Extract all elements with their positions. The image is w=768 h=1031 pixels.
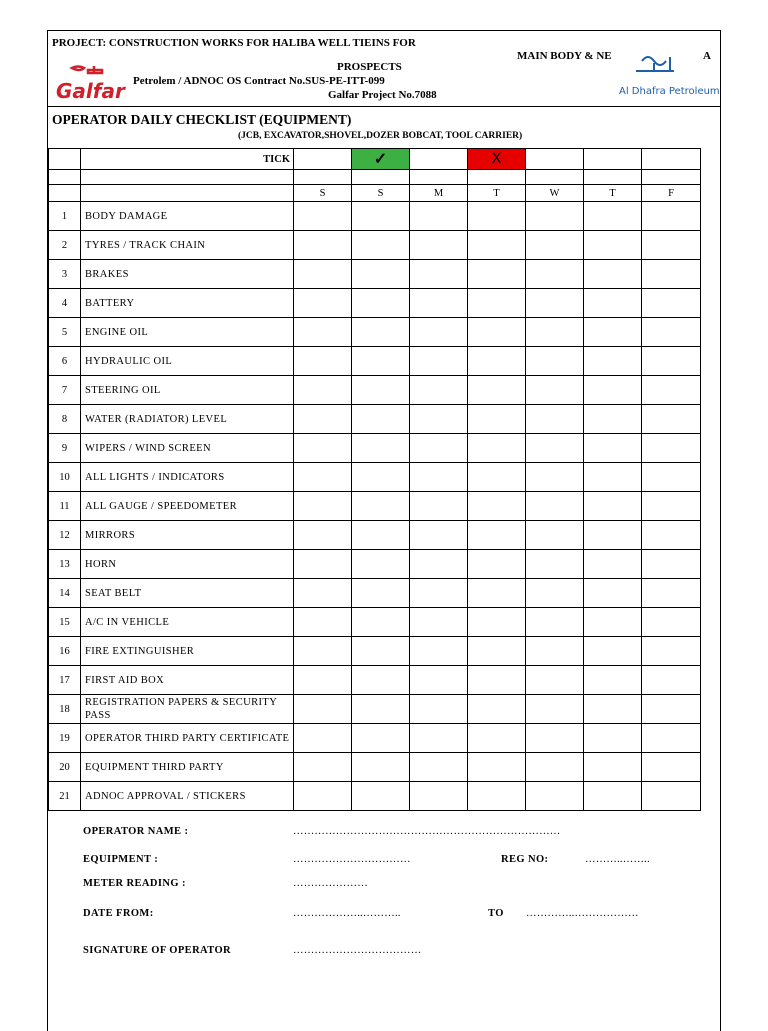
blank-cell [49, 170, 81, 185]
check-cell[interactable] [294, 405, 352, 434]
date-from-label: DATE FROM: [83, 908, 154, 919]
check-cell[interactable] [468, 463, 526, 492]
blank-cell [410, 149, 468, 170]
tick-legend-cell [352, 149, 410, 170]
check-cell[interactable] [526, 231, 584, 260]
galfar-logo [54, 64, 124, 104]
check-cell[interactable] [352, 492, 410, 521]
check-cell[interactable] [468, 405, 526, 434]
check-cell[interactable] [410, 666, 468, 695]
meter-reading-field[interactable]: ………………… [293, 878, 368, 889]
check-cell[interactable] [526, 608, 584, 637]
check-cell[interactable] [526, 753, 584, 782]
day-header-saturday: S [352, 185, 410, 202]
check-cell[interactable] [584, 521, 642, 550]
blank-cell [81, 185, 294, 202]
checklist-sheet [47, 30, 721, 1031]
operator-name-label: OPERATOR NAME : [83, 826, 189, 837]
checklist-title: OPERATOR DAILY CHECKLIST (EQUIPMENT) [52, 112, 352, 127]
main-body-text: MAIN BODY & NE [517, 50, 612, 62]
check-cell[interactable] [294, 608, 352, 637]
al-dhafra-logo [614, 51, 720, 99]
check-cell[interactable] [410, 521, 468, 550]
check-cell[interactable] [352, 405, 410, 434]
check-cell[interactable] [468, 521, 526, 550]
checklist-row [49, 666, 701, 695]
project-line: PROJECT: CONSTRUCTION WORKS FOR HALIBA WELL TIEINS FOR [52, 37, 416, 49]
check-cell[interactable] [410, 724, 468, 753]
check-cell[interactable] [642, 753, 701, 782]
checklist-row [49, 695, 701, 724]
check-cell[interactable] [468, 434, 526, 463]
item-number: 14 [49, 579, 81, 608]
item-label: ENGINE OIL [81, 318, 294, 347]
checklist-row [49, 550, 701, 579]
check-cell[interactable] [294, 260, 352, 289]
checklist-row [49, 376, 701, 405]
checklist-row [49, 724, 701, 753]
check-cell[interactable] [352, 231, 410, 260]
check-cell[interactable] [584, 260, 642, 289]
check-cell[interactable] [410, 608, 468, 637]
check-cell[interactable] [526, 289, 584, 318]
al-dhafra-logo-text: Al Dhafra Petroleum [619, 86, 720, 97]
day-header-friday: F [642, 185, 701, 202]
check-cell[interactable] [294, 434, 352, 463]
check-cell[interactable] [526, 782, 584, 811]
check-cell[interactable] [410, 318, 468, 347]
blank-cell [584, 170, 642, 185]
reg-no-label: REG NO: [501, 854, 549, 865]
check-cell[interactable] [410, 231, 468, 260]
reg-no-field[interactable]: ………..…….. [585, 854, 650, 865]
blank-cell [294, 149, 352, 170]
check-cell[interactable] [294, 695, 352, 724]
check-cell[interactable] [410, 405, 468, 434]
check-cell[interactable] [526, 579, 584, 608]
prospects-text: PROSPECTS [337, 61, 402, 73]
check-cell[interactable] [526, 202, 584, 231]
checklist-row [49, 521, 701, 550]
checklist-row [49, 608, 701, 637]
check-cell[interactable] [468, 202, 526, 231]
check-cell[interactable] [294, 318, 352, 347]
day-header-tuesday: T [468, 185, 526, 202]
signature-field[interactable]: ……………………………… [293, 945, 422, 956]
check-cell[interactable] [294, 289, 352, 318]
check-cell[interactable] [468, 231, 526, 260]
operator-name-field[interactable]: ………………………………………………………………… [293, 826, 561, 837]
item-label: EQUIPMENT THIRD PARTY [81, 753, 294, 782]
blank-cell [642, 170, 701, 185]
check-cell[interactable] [352, 666, 410, 695]
blank-cell [49, 185, 81, 202]
item-label: A/C IN VEHICLE [81, 608, 294, 637]
checklist-row [49, 318, 701, 347]
item-number: 16 [49, 637, 81, 666]
item-number: 20 [49, 753, 81, 782]
check-cell[interactable] [410, 637, 468, 666]
item-label: OPERATOR THIRD PARTY CERTIFICATE [81, 724, 294, 753]
checklist-row [49, 579, 701, 608]
check-cell[interactable] [584, 289, 642, 318]
item-number: 12 [49, 521, 81, 550]
blank-cell [49, 149, 81, 170]
checklist-row [49, 492, 701, 521]
item-label: FIRST AID BOX [81, 666, 294, 695]
check-cell[interactable] [642, 463, 701, 492]
check-cell[interactable] [294, 753, 352, 782]
check-cell[interactable] [584, 782, 642, 811]
check-cell[interactable] [352, 347, 410, 376]
check-cell[interactable] [294, 637, 352, 666]
check-cell[interactable] [642, 695, 701, 724]
item-number: 4 [49, 289, 81, 318]
check-cell[interactable] [584, 579, 642, 608]
check-cell[interactable] [410, 260, 468, 289]
checklist-row [49, 463, 701, 492]
check-cell[interactable] [410, 463, 468, 492]
check-cell[interactable] [584, 550, 642, 579]
check-cell[interactable] [410, 492, 468, 521]
check-cell[interactable] [352, 318, 410, 347]
signature-label: SIGNATURE OF OPERATOR [83, 945, 232, 956]
check-cell[interactable] [410, 347, 468, 376]
day-header-sunday: S [294, 185, 352, 202]
check-cell[interactable] [526, 637, 584, 666]
check-cell[interactable] [642, 637, 701, 666]
item-label: SEAT BELT [81, 579, 294, 608]
check-cell[interactable] [294, 782, 352, 811]
check-cell[interactable] [468, 753, 526, 782]
check-cell[interactable] [352, 202, 410, 231]
blank-cell [526, 170, 584, 185]
check-cell[interactable] [468, 260, 526, 289]
check-cell[interactable] [584, 376, 642, 405]
checklist-row [49, 289, 701, 318]
check-cell[interactable] [584, 753, 642, 782]
check-cell[interactable] [468, 376, 526, 405]
check-cell[interactable] [352, 550, 410, 579]
check-cell[interactable] [526, 666, 584, 695]
check-cell[interactable] [468, 637, 526, 666]
item-number: 2 [49, 231, 81, 260]
check-cell[interactable] [352, 521, 410, 550]
check-cell[interactable] [410, 782, 468, 811]
check-cell[interactable] [468, 550, 526, 579]
checklist-row [49, 260, 701, 289]
blank-cell [642, 149, 701, 170]
check-cell[interactable] [642, 202, 701, 231]
check-cell[interactable] [642, 782, 701, 811]
check-cell[interactable] [410, 753, 468, 782]
check-cell[interactable] [584, 608, 642, 637]
check-cell[interactable] [352, 608, 410, 637]
check-cell[interactable] [526, 492, 584, 521]
item-number: 15 [49, 608, 81, 637]
item-number: 5 [49, 318, 81, 347]
check-cell[interactable] [352, 260, 410, 289]
item-label: TYRES / TRACK CHAIN [81, 231, 294, 260]
check-cell[interactable] [642, 405, 701, 434]
check-cell[interactable] [294, 202, 352, 231]
tick-label: TICK [81, 149, 294, 170]
item-label: BATTERY [81, 289, 294, 318]
check-cell[interactable] [584, 318, 642, 347]
check-cell[interactable] [584, 405, 642, 434]
check-cell[interactable] [410, 579, 468, 608]
contract-text: Petrolem / ADNOC OS Contract No.SUS-PE-ITT-099 [133, 75, 385, 87]
equipment-label: EQUIPMENT : [83, 854, 159, 865]
check-cell[interactable] [584, 637, 642, 666]
checklist-row [49, 782, 701, 811]
item-label: FIRE EXTINGUISHER [81, 637, 294, 666]
blank-cell [468, 170, 526, 185]
date-to-label: TO [488, 908, 504, 919]
equipment-types-subtitle: (JCB, EXCAVATOR,SHOVEL,DOZER BOBCAT, TOOL CARRIER) [238, 131, 523, 141]
check-cell[interactable] [352, 434, 410, 463]
blank-cell [410, 170, 468, 185]
item-number: 13 [49, 550, 81, 579]
check-cell[interactable] [584, 347, 642, 376]
item-number: 11 [49, 492, 81, 521]
check-cell[interactable] [352, 724, 410, 753]
item-number: 6 [49, 347, 81, 376]
check-cell[interactable] [584, 492, 642, 521]
item-label: WIPERS / WIND SCREEN [81, 434, 294, 463]
item-number: 19 [49, 724, 81, 753]
check-cell[interactable] [410, 376, 468, 405]
check-cell[interactable] [352, 753, 410, 782]
check-cell[interactable] [526, 724, 584, 753]
check-cell[interactable] [294, 347, 352, 376]
check-cell[interactable] [642, 289, 701, 318]
equipment-field[interactable]: …………………………… [293, 854, 411, 865]
check-cell[interactable] [468, 608, 526, 637]
main-body-tail: A [703, 50, 711, 62]
check-cell[interactable] [468, 318, 526, 347]
check-cell[interactable] [468, 492, 526, 521]
check-cell[interactable] [642, 608, 701, 637]
check-cell[interactable] [294, 492, 352, 521]
item-number: 7 [49, 376, 81, 405]
check-cell[interactable] [584, 695, 642, 724]
header-divider [48, 106, 720, 107]
check-cell[interactable] [352, 376, 410, 405]
item-label: BRAKES [81, 260, 294, 289]
cross-icon: X [491, 151, 502, 167]
item-number: 17 [49, 666, 81, 695]
check-cell[interactable] [584, 202, 642, 231]
blank-cell [584, 149, 642, 170]
check-cell[interactable] [526, 521, 584, 550]
tick-legend-row [49, 149, 701, 170]
check-cell[interactable] [642, 492, 701, 521]
check-cell[interactable] [294, 666, 352, 695]
check-cell[interactable] [294, 376, 352, 405]
check-cell[interactable] [410, 202, 468, 231]
check-cell[interactable] [526, 463, 584, 492]
check-cell[interactable] [352, 579, 410, 608]
check-cell[interactable] [468, 724, 526, 753]
check-cell[interactable] [642, 376, 701, 405]
blank-cell [81, 170, 294, 185]
checklist-row [49, 405, 701, 434]
check-cell[interactable] [584, 463, 642, 492]
check-cell[interactable] [526, 376, 584, 405]
check-cell[interactable] [468, 695, 526, 724]
check-cell[interactable] [294, 231, 352, 260]
checklist-row [49, 347, 701, 376]
check-cell[interactable] [642, 521, 701, 550]
check-cell[interactable] [526, 695, 584, 724]
check-cell[interactable] [642, 318, 701, 347]
checklist-row [49, 202, 701, 231]
spacer-row [49, 170, 701, 185]
item-number: 9 [49, 434, 81, 463]
check-cell[interactable] [294, 724, 352, 753]
meter-reading-label: METER READING : [83, 878, 186, 889]
check-cell[interactable] [642, 231, 701, 260]
blank-cell [352, 170, 410, 185]
check-cell[interactable] [642, 434, 701, 463]
item-number: 3 [49, 260, 81, 289]
check-cell[interactable] [294, 579, 352, 608]
check-cell[interactable] [410, 434, 468, 463]
item-number: 10 [49, 463, 81, 492]
item-number: 1 [49, 202, 81, 231]
check-cell[interactable] [410, 289, 468, 318]
cross-legend-cell [468, 149, 526, 170]
check-cell[interactable] [642, 724, 701, 753]
check-cell[interactable] [352, 695, 410, 724]
check-cell[interactable] [294, 463, 352, 492]
checklist-table [48, 148, 701, 811]
check-cell[interactable] [526, 550, 584, 579]
blank-cell [526, 149, 584, 170]
item-label: MIRRORS [81, 521, 294, 550]
checklist-row [49, 753, 701, 782]
item-label: ADNOC APPROVAL / STICKERS [81, 782, 294, 811]
check-cell[interactable] [526, 318, 584, 347]
item-label: HYDRAULIC OIL [81, 347, 294, 376]
item-label: ALL GAUGE / SPEEDOMETER [81, 492, 294, 521]
check-cell[interactable] [584, 434, 642, 463]
check-cell[interactable] [294, 550, 352, 579]
check-cell[interactable] [468, 289, 526, 318]
check-cell[interactable] [526, 347, 584, 376]
check-cell[interactable] [468, 579, 526, 608]
check-cell[interactable] [584, 666, 642, 695]
galfar-project-text: Galfar Project No.7088 [328, 89, 437, 101]
check-cell[interactable] [642, 579, 701, 608]
check-cell[interactable] [526, 260, 584, 289]
item-label: STEERING OIL [81, 376, 294, 405]
day-header-wednesday: W [526, 185, 584, 202]
day-header-monday: M [410, 185, 468, 202]
day-header-thursday: T [584, 185, 642, 202]
check-cell[interactable] [526, 405, 584, 434]
check-cell[interactable] [352, 289, 410, 318]
checklist-row [49, 637, 701, 666]
check-cell[interactable] [352, 463, 410, 492]
checkmark-icon: ✓ [373, 151, 388, 168]
check-cell[interactable] [642, 666, 701, 695]
checklist-row [49, 231, 701, 260]
item-number: 18 [49, 695, 81, 724]
check-cell[interactable] [468, 347, 526, 376]
check-cell[interactable] [526, 434, 584, 463]
check-cell[interactable] [642, 260, 701, 289]
item-label: WATER (RADIATOR) LEVEL [81, 405, 294, 434]
checklist-row [49, 434, 701, 463]
item-label: BODY DAMAGE [81, 202, 294, 231]
item-number: 8 [49, 405, 81, 434]
check-cell[interactable] [642, 550, 701, 579]
galfar-logo-text: Galfar [56, 79, 125, 103]
check-cell[interactable] [410, 550, 468, 579]
check-cell[interactable] [294, 521, 352, 550]
check-cell[interactable] [352, 637, 410, 666]
date-from-field[interactable]: ………………..……….. [293, 908, 401, 919]
item-label: ALL LIGHTS / INDICATORS [81, 463, 294, 492]
blank-cell [294, 170, 352, 185]
date-to-field[interactable]: …………..……………… [526, 908, 639, 919]
item-label: HORN [81, 550, 294, 579]
check-cell[interactable] [642, 347, 701, 376]
item-label: REGISTRATION PAPERS & SECURITY PASS [81, 695, 294, 724]
check-cell[interactable] [352, 782, 410, 811]
check-cell[interactable] [410, 695, 468, 724]
item-number: 21 [49, 782, 81, 811]
check-cell[interactable] [468, 782, 526, 811]
day-header-row [49, 185, 701, 202]
check-cell[interactable] [468, 666, 526, 695]
check-cell[interactable] [584, 231, 642, 260]
check-cell[interactable] [584, 724, 642, 753]
